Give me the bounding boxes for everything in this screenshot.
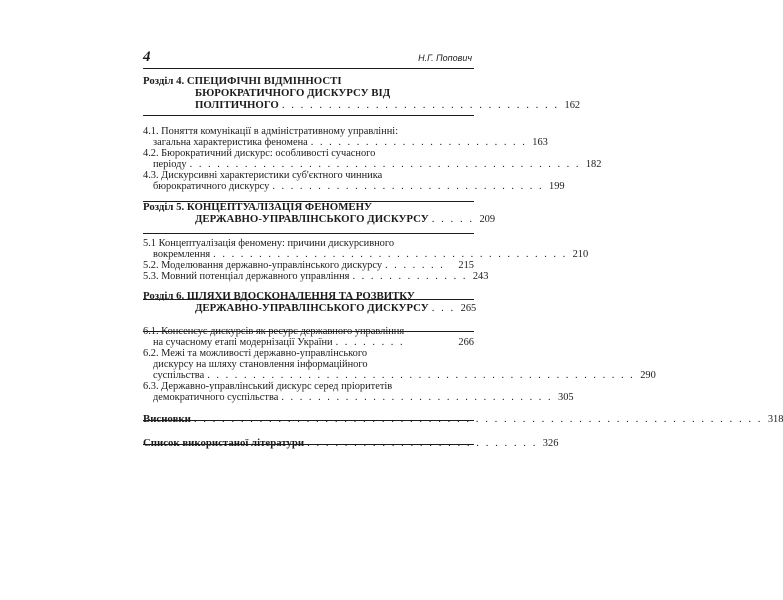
toc-page-number: 182 [585,159,602,170]
toc-line: ПОЛІТИЧНОГО [195,99,279,111]
toc-page-number: 162 [564,100,581,111]
toc-subsection-6-3 [143,381,574,403]
toc-line: суспільства [153,370,205,381]
section-divider [143,115,474,116]
toc-page-number: 209 [479,214,496,225]
toc-line: 4.2. Бюрократичний дискурс: особливості сучасного [143,148,376,159]
running-header [143,48,474,69]
toc-leader-dots: . . . . . . . . . . . . . . . . . . . . . . . . . . . . . . . . . . . . . . . . . . . . . . . . . . . . . . . . . . . . . [193,413,763,425]
toc-line: на сучасному етапі модернізації України [153,337,333,348]
toc-leader-dots: . . . [431,302,456,314]
toc-leader-dots: . . . . . . . [385,260,445,271]
toc-leader-dots: . . . . . . . . . . . . . [352,271,468,282]
toc-line: Розділ 6. ШЛЯХИ ВДОСКОНАЛЕННЯ ТА РОЗВИТКУ [143,290,415,302]
page-number: 4 [143,49,151,65]
toc-section-4 [143,75,581,111]
toc-line: 6.2. Межі та можливості державно-управлінського [143,348,368,359]
toc-line: 4.1. Поняття комунікації в адміністративному управлінні: [143,126,399,137]
toc-line: 6.3. Державно-управлінський дискурс серед пріоритетів [143,381,393,392]
toc-page-number: 215 [458,260,474,271]
toc-line: вокремлення [153,249,211,260]
toc-leader-dots: . . . . . . . . . . . . . . . . . . . . . . . . . . . . . . [272,181,544,192]
toc-line: ДЕРЖАВНО-УПРАВЛІНСЬКОГО ДИСКУРСУ [195,213,429,225]
toc-page-number: 199 [549,181,565,192]
book-page [143,48,783,558]
table-of-contents [143,75,783,449]
toc-subsection-5-2 [143,260,474,271]
toc-line: 5.1 Концептуалізація феномену: причини дискурсивного [143,238,395,249]
toc-leader-dots: . . . . . . . . [335,337,405,348]
toc-line: загальна характеристика феномена [153,137,308,148]
toc-line: ДЕРЖАВНО-УПРАВЛІНСЬКОГО ДИСКУРСУ [195,302,429,314]
toc-line: періоду [153,159,187,170]
toc-line: 6.1. Консенсус дискурсів як ресурс державного управління [143,326,405,337]
toc-line: Розділ 4. СПЕЦИФІЧНІ ВІДМІННОСТІ [143,75,342,87]
toc-line: 5.2. Моделювання державно-управлінського дискурсу [143,260,383,271]
toc-subsection-4-1 [143,126,548,148]
toc-page-number: 318 [767,414,783,425]
toc-leader-dots: . . . . . . . . . . . . . . . . . . . . . . . . . . . . . . . . . . . . . . . . . . . [189,159,581,170]
section-divider [143,233,474,234]
toc-line: БЮРОКРАТИЧНОГО ДИСКУРСУ ВІД [195,87,391,99]
toc-page-number: 290 [640,370,656,381]
toc-page-number: 266 [458,337,474,348]
toc-page-number: 326 [542,438,559,449]
toc-subsection-6-1 [143,326,474,348]
toc-line: Список використаної літератури [143,437,305,449]
toc-line: Висновки [143,413,191,425]
toc-subsection-4-3 [143,170,565,192]
toc-subsection-5-3 [143,271,489,282]
toc-conclusions [143,413,783,425]
toc-page-number: 163 [532,137,548,148]
toc-page-number: 265 [460,303,477,314]
toc-page-number: 210 [572,249,589,260]
toc-references [143,437,559,449]
toc-subsection-6-2 [143,348,656,381]
toc-line: Розділ 5. КОНЦЕПТУАЛІЗАЦІЯ ФЕНОМЕНУ [143,201,372,213]
toc-line: 4.3. Дискурсивні характеристики суб'єктного чинника [143,170,383,181]
toc-line: 5.3. Мовний потенціал державного управління [143,271,350,282]
toc-leader-dots: . . . . . . . . . . . . . . . . . . . . . . . . [310,137,527,148]
toc-page-number: 305 [558,392,574,403]
toc-line: демократичного суспільства [153,392,279,403]
running-header-author: Н.Г. Попович [418,53,472,63]
toc-line: дискурсу на шляху становлення інформаційного [153,359,368,370]
toc-subsection-5-1 [143,238,589,260]
toc-subsection-4-2 [143,148,602,170]
toc-leader-dots: . . . . . . . . . . . . . . . . . . . . . . . . . . . . . . . . . . . . . . . [213,249,568,260]
toc-line: бюрократичного дискурсу [153,181,270,192]
toc-leader-dots: . . . . . . . . . . . . . . . . . . . . . . . . . . . . . . . . . . . . . . . . . . . . . . . [207,370,635,381]
toc-leader-dots: . . . . . . . . . . . . . . . . . . . . . . . . . [307,437,538,449]
toc-leader-dots: . . . . . . . . . . . . . . . . . . . . . . . . . . . . . . [281,392,553,403]
toc-section-6 [143,290,477,314]
toc-leader-dots: . . . . . [431,213,475,225]
toc-page-number: 243 [472,271,489,282]
toc-section-5 [143,201,496,225]
toc-leader-dots: . . . . . . . . . . . . . . . . . . . . . . . . . . . . . . [281,99,560,111]
